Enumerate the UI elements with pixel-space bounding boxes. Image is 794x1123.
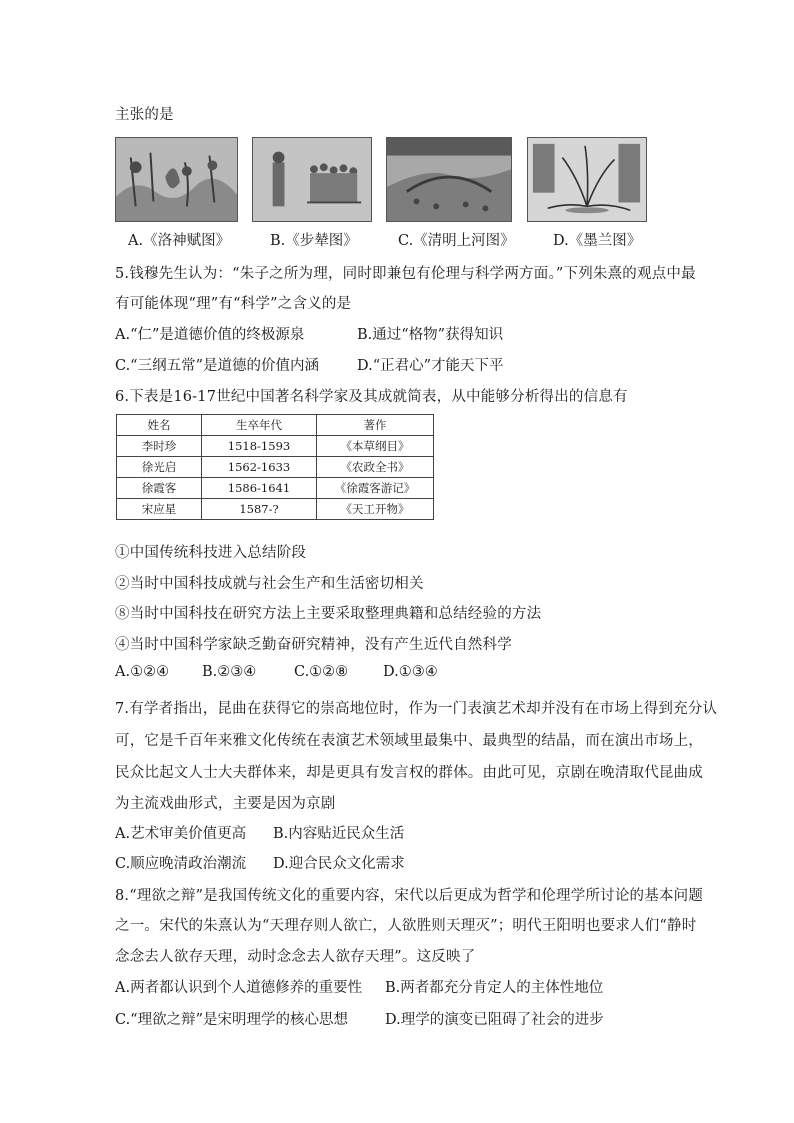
q7-stem-line-4: 为主流戏曲形式，主要是因为京剧 bbox=[115, 796, 336, 812]
q5-stem-line-1: 5.钱穆先生认为：“朱子之所为理，同时即兼包有伦理与科学两方面。”下列朱熹的观点中最 bbox=[115, 266, 696, 282]
q6-option-b: B.②③④ bbox=[202, 664, 257, 680]
q5-option-b: B.通过“格物”获得知识 bbox=[357, 327, 504, 343]
q6-option-d: D.①③④ bbox=[383, 664, 438, 680]
table-cell: 宋应星 bbox=[117, 499, 202, 520]
luoshen-painting-image bbox=[115, 137, 238, 222]
table-header-cell: 生卒年代 bbox=[202, 415, 317, 436]
q7-stem-line-1: 7.有学者指出，昆曲在获得它的崇高地位时，作为一门表演艺术却并没有在市场上得到充分认 bbox=[115, 701, 718, 717]
table-header-cell: 著作 bbox=[317, 415, 434, 436]
q5-option-d: D.“正君心”才能天下平 bbox=[357, 358, 504, 374]
table-cell: 徐光启 bbox=[117, 457, 202, 478]
table-cell: 1586-1641 bbox=[202, 478, 317, 499]
table-header-row bbox=[117, 415, 434, 436]
q8-stem-line-1: 8.“理欲之辩”是我国传统文化的重要内容，宋代以后更成为哲学和伦理学所讨论的基本问题 bbox=[115, 888, 704, 904]
table-cell: 1562-1633 bbox=[202, 457, 317, 478]
table-row bbox=[117, 478, 434, 499]
qingming-painting-image bbox=[386, 137, 512, 222]
q8-stem-line-3: 念念去人欲存天理，动时念念去人欲存天理”。这反映了 bbox=[115, 949, 476, 965]
table-cell: 《天工开物》 bbox=[317, 499, 434, 520]
table-cell: 徐霞客 bbox=[117, 478, 202, 499]
q6-option-a: A.①②④ bbox=[115, 664, 170, 680]
q6-statement-1: ①中国传统科技进入总结阶段 bbox=[115, 545, 307, 561]
q8-option-a: A.两者都认识到个人道德修养的重要性 bbox=[115, 980, 363, 996]
q4-stem-tail: 主张的是 bbox=[115, 107, 174, 123]
table-header-cell: 姓名 bbox=[117, 415, 202, 436]
table-row bbox=[117, 436, 434, 457]
molan-painting-image bbox=[527, 137, 647, 222]
q5-option-a: A.“仁”是道德价值的终极源泉 bbox=[115, 327, 305, 343]
q5-option-c: C.“三纲五常”是道德的价值内涵 bbox=[115, 358, 320, 374]
q4-option-d: D.《墨兰图》 bbox=[553, 233, 642, 249]
q4-option-c: C.《清明上河图》 bbox=[398, 233, 515, 249]
q7-option-a: A.艺术审美价值更高 bbox=[115, 826, 247, 842]
bunian-painting-image bbox=[252, 137, 372, 222]
table-row bbox=[117, 457, 434, 478]
q8-option-d: D.理学的演变已阻碍了社会的进步 bbox=[385, 1012, 604, 1028]
q7-stem-line-3: 民众比起文人士大夫群体来，却是更具有发言权的群体。由此可见，京剧在晚清取代昆曲成 bbox=[115, 765, 703, 781]
q6-statement-2: ②当时中国科技成就与社会生产和生活密切相关 bbox=[115, 576, 424, 592]
q4-option-a: A.《洛神赋图》 bbox=[128, 233, 231, 249]
table-cell: 1587-? bbox=[202, 499, 317, 520]
scientists-table bbox=[116, 414, 434, 520]
q7-option-c: C.顺应晚清政治潮流 bbox=[115, 856, 247, 872]
table-cell: 1518-1593 bbox=[202, 436, 317, 457]
q5-stem-line-2: 有可能体现“理”有“科学”之含义的是 bbox=[115, 296, 352, 312]
q7-option-d: D.迎合民众文化需求 bbox=[273, 856, 405, 872]
q4-option-b: B.《步辇图》 bbox=[270, 233, 358, 249]
table-cell: 《农政全书》 bbox=[317, 457, 434, 478]
q6-option-c: C.①②⑧ bbox=[294, 664, 349, 680]
q6-statement-3: ⑧当时中国科技在研究方法上主要采取整理典籍和总结经验的方法 bbox=[115, 606, 542, 622]
table-row bbox=[117, 499, 434, 520]
table-cell: 李时珍 bbox=[117, 436, 202, 457]
q7-stem-line-2: 可，它是千百年来雅文化传统在表演艺术领域里最集中、最典型的结晶，而在演出市场上， bbox=[115, 733, 703, 749]
table-cell: 《本草纲目》 bbox=[317, 436, 434, 457]
q8-option-b: B.两者都充分肯定人的主体性地位 bbox=[385, 980, 604, 996]
q8-option-c: C.“理欲之辩”是宋明理学的核心思想 bbox=[115, 1012, 349, 1028]
q6-statement-4: ④当时中国科学家缺乏勤奋研究精神，没有产生近代自然科学 bbox=[115, 637, 512, 653]
q6-stem: 6.下表是16-17世纪中国著名科学家及其成就简表，从中能够分析得出的信息有 bbox=[115, 389, 628, 405]
q7-option-b: B.内容贴近民众生活 bbox=[273, 826, 405, 842]
table-cell: 《徐霞客游记》 bbox=[317, 478, 434, 499]
q8-stem-line-2: 之一。宋代的朱熹认为“天理存则人欲亡，人欲胜则天理灭”；明代王阳明也要求人们“静时 bbox=[115, 918, 697, 934]
